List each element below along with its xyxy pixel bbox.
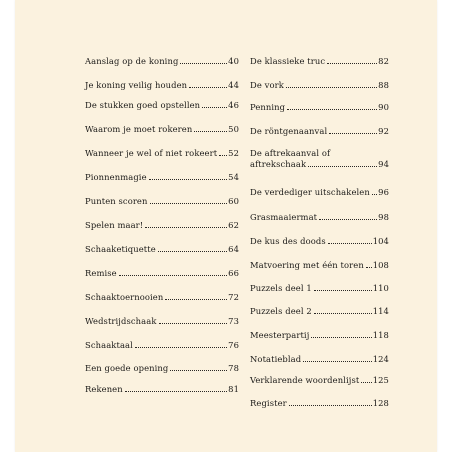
toc-entry-title: De kus des doods — [250, 236, 326, 246]
toc-entry-title: Schaaktoernooien — [85, 292, 164, 302]
toc-entry[interactable] — [85, 196, 239, 207]
toc-entry[interactable] — [250, 260, 389, 271]
toc-leader-dots — [303, 361, 371, 362]
toc-leader-dots — [119, 275, 227, 276]
toc-leader-dots — [194, 131, 227, 132]
toc-entry-title: aftrekschaak — [250, 159, 307, 169]
toc-entry-title: Een goede opening — [85, 363, 169, 373]
book-page — [15, 0, 437, 452]
toc-entry-title: Wanneer je wel of niet rokeert — [85, 148, 218, 158]
toc-entry-title: Pionnenmagie — [85, 172, 147, 182]
toc-leader-dots — [287, 109, 377, 110]
toc-entry-page: 72 — [228, 292, 239, 302]
toc-entry-title-line1: De aftrekaanval of — [250, 148, 331, 158]
toc-entry-title: Verklarende woordenlijst — [250, 375, 360, 385]
toc-entry-page: 52 — [228, 148, 239, 158]
toc-entry-page: 60 — [228, 196, 239, 206]
toc-entry-page: 114 — [372, 306, 389, 316]
toc-leader-dots — [149, 179, 228, 180]
toc-entry-title: De stukken goed opstellen — [85, 100, 201, 110]
toc-entry[interactable] — [250, 102, 389, 113]
toc-entry[interactable] — [250, 148, 389, 170]
toc-entry-title: Grasmaaiermat — [250, 212, 318, 222]
toc-leader-dots — [180, 63, 227, 64]
toc-entry[interactable] — [250, 306, 389, 317]
toc-entry-page: 110 — [372, 283, 389, 293]
toc-entry-title: Remise — [85, 268, 117, 278]
toc-entry-title: Punten scoren — [85, 196, 148, 206]
toc-entry[interactable] — [250, 126, 389, 137]
toc-leader-dots — [314, 313, 372, 314]
toc-entry-page: 92 — [378, 126, 389, 136]
toc-entry-page: 94 — [378, 159, 389, 169]
toc-leader-dots — [372, 194, 377, 195]
toc-entry[interactable] — [85, 124, 239, 135]
toc-leader-dots — [361, 382, 371, 383]
toc-entry-page: 50 — [228, 124, 239, 134]
toc-entry-title: Rekenen — [85, 384, 123, 394]
toc-entry-title: Matvoering met één toren — [250, 260, 364, 270]
toc-leader-dots — [319, 219, 377, 220]
toc-entry-title: Puzzels deel 2 — [250, 306, 312, 316]
toc-entry[interactable] — [85, 292, 239, 303]
toc-entry[interactable] — [85, 100, 239, 111]
toc-entry-page: 76 — [228, 340, 239, 350]
toc-entry-title: Waarom je moet rokeren — [85, 124, 193, 134]
toc-entry[interactable] — [85, 80, 239, 91]
toc-entry[interactable] — [85, 363, 239, 374]
toc-entry-page: 62 — [228, 220, 239, 230]
toc-entry-title: Penning — [250, 102, 286, 112]
toc-entry-page: 64 — [228, 244, 239, 254]
toc-leader-dots — [311, 337, 371, 338]
toc-entry-title: Je koning veilig houden — [85, 80, 188, 90]
toc-entry-title: De vork — [250, 80, 284, 90]
toc-entry-page: 40 — [228, 56, 239, 66]
toc-leader-dots — [189, 87, 227, 88]
toc-entry[interactable] — [85, 268, 239, 279]
toc-entry-page: 108 — [372, 260, 389, 270]
toc-leader-dots — [202, 107, 227, 108]
toc-entry-page: 125 — [372, 375, 389, 385]
toc-entry[interactable] — [250, 354, 389, 365]
toc-leader-dots — [145, 227, 227, 228]
toc-leader-dots — [366, 267, 372, 268]
toc-entry-page: 44 — [228, 80, 239, 90]
toc-entry-page: 46 — [228, 100, 239, 110]
toc-entry[interactable] — [85, 244, 239, 255]
toc-leader-dots — [135, 347, 227, 348]
toc-entry[interactable] — [85, 56, 239, 67]
toc-entry-page: 78 — [228, 363, 239, 373]
toc-leader-dots — [327, 63, 377, 64]
toc-entry-title: Schaaketiquette — [85, 244, 156, 254]
toc-entry-page: 90 — [378, 102, 389, 112]
toc-leader-dots — [329, 133, 377, 134]
toc-entry-title: Spelen maar! — [85, 220, 144, 230]
toc-entry-title: Wedstrijdschaak — [85, 316, 157, 326]
toc-leader-dots — [158, 251, 227, 252]
toc-leader-dots — [289, 405, 372, 406]
toc-entry[interactable] — [250, 212, 389, 223]
toc-entry-page: 96 — [378, 187, 389, 197]
toc-entry-page: 128 — [372, 398, 389, 408]
toc-entry[interactable] — [250, 398, 389, 409]
toc-entry[interactable] — [250, 330, 389, 341]
toc-entry-page: 73 — [228, 316, 239, 326]
toc-entry[interactable] — [250, 283, 389, 294]
toc-entry-title: Meesterpartij — [250, 330, 310, 340]
toc-leader-dots — [314, 290, 372, 291]
toc-entry[interactable] — [250, 236, 389, 247]
toc-leader-dots — [165, 299, 227, 300]
toc-entry[interactable] — [85, 384, 239, 395]
toc-entry-title: Puzzels deel 1 — [250, 283, 312, 293]
toc-entry[interactable] — [85, 340, 239, 351]
toc-entry[interactable] — [250, 56, 389, 67]
toc-entry-title: Notatieblad — [250, 354, 302, 364]
toc-leader-dots — [219, 155, 227, 156]
toc-entry-title: De verdediger uitschakelen — [250, 187, 370, 197]
toc-entry[interactable] — [250, 80, 389, 91]
toc-entry-page: 82 — [378, 56, 389, 66]
toc-leader-dots — [170, 370, 227, 371]
toc-entry-title: Schaaktaal — [85, 340, 133, 350]
toc-entry[interactable] — [250, 187, 389, 198]
toc-entry-title: Aanslag op de koning — [85, 56, 179, 66]
toc-leader-dots — [286, 87, 377, 88]
toc-entry[interactable] — [85, 220, 239, 231]
toc-leader-dots — [125, 391, 227, 392]
toc-leader-dots — [328, 243, 372, 244]
toc-entry-title: De klassieke truc — [250, 56, 326, 66]
toc-entry[interactable] — [85, 316, 239, 327]
toc-entry-page: 54 — [228, 172, 239, 182]
toc-leader-dots — [150, 203, 228, 204]
toc-leader-dots — [308, 166, 377, 167]
toc-entry-page: 88 — [378, 80, 389, 90]
toc-entry-page: 66 — [228, 268, 239, 278]
toc-entry-page: 104 — [372, 236, 389, 246]
toc-entry-page: 98 — [378, 212, 389, 222]
toc-entry-page: 118 — [372, 330, 389, 340]
toc-leader-dots — [159, 323, 228, 324]
toc-entry[interactable] — [85, 148, 239, 159]
toc-entry[interactable] — [250, 375, 389, 386]
toc-entry[interactable] — [85, 172, 239, 183]
toc-entry-page: 124 — [372, 354, 389, 364]
toc-entry-title: Register — [250, 398, 287, 408]
toc-entry-page: 81 — [228, 384, 239, 394]
toc-entry-title: De röntgenaanval — [250, 126, 328, 136]
